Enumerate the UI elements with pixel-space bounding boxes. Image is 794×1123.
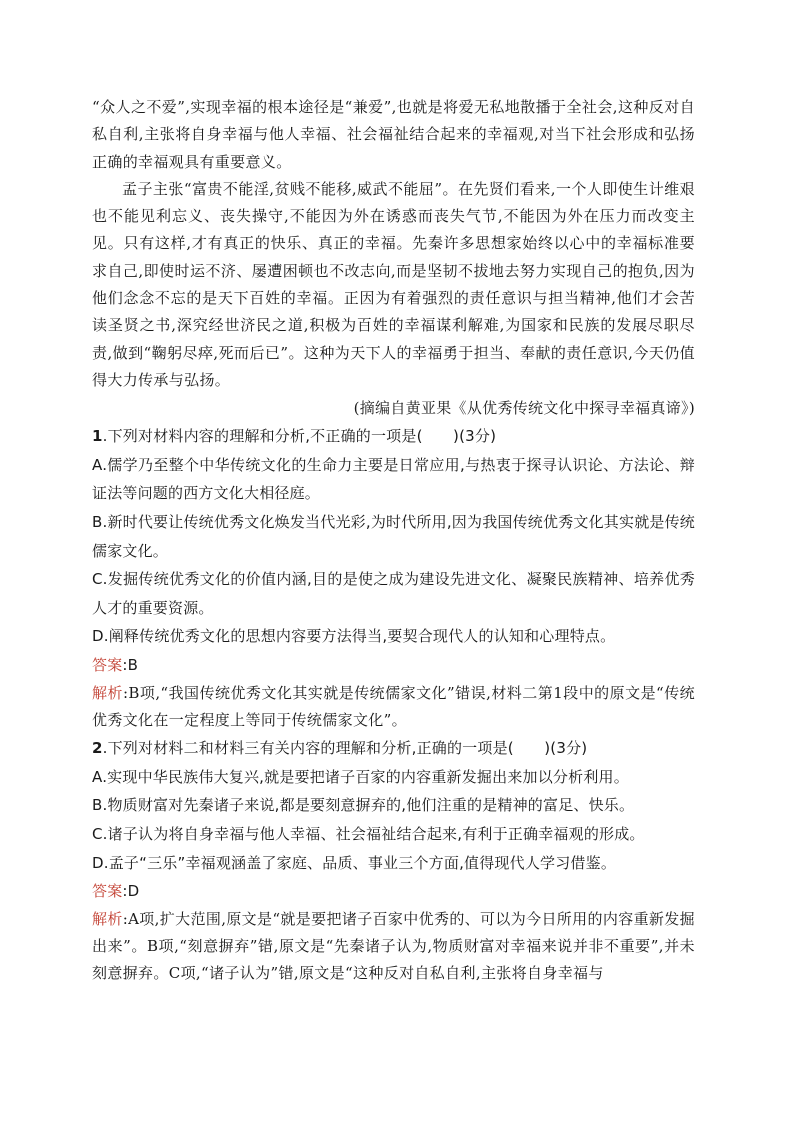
- question-1-explanation: [92, 680, 695, 735]
- question-1-option-d: D.阐释传统优秀文化的思想内容要方法得当,要契合现代人的认知和心理特点。: [92, 627, 616, 646]
- question-2-stem: [92, 734, 695, 763]
- explanation-text: :A项,扩大范围,原文是“就是要把诸子百家中优秀的、可以为今日所用的内容重新发掘出来”。B项,“刻意摒弃”错,原文是“先秦诸子认为,物质财富对幸福来说并非不重要”,并未刻意摒弃。C项,“诸子认为”错,原文是“这种反对自私自利,主张将自身幸福与: [92, 909, 695, 983]
- question-2-option-b: B.物质财富对先秦诸子来说,都是要刻意摒弃的,他们注重的是精神的富足、快乐。: [92, 796, 635, 815]
- question-2-option-c: C.诸子认为将自身幸福与他人幸福、社会福祉结合起来,有利于正确幸福观的形成。: [92, 824, 645, 843]
- passage-paragraph-2: 孟子主张“富贵不能淫,贫贱不能移,威武不能屈”。在先贤们看来,一个人即使生计维艰也不能见利忘义、丧失操守,不能因为外在诱惑而丧失气节,不能因为外在压力而改变主见。只有这样,才有真正的快乐、真正的幸福。先秦许多思想家始终以心中的幸福标准要求自己,即使时运不济、屡遭困顿也不改志向,而是坚韧不拔地去努力实现自己的抱负,因为他们念念不忘的是天下百姓的幸福。正因为有着强烈的责任意识与担当精神,他们才会苦读圣贤之书,深究经世济民之道,积极为百姓的幸福谋利解难,为国家和民族的发展尽职尽责,做到“鞠躬尽瘁,死而后已”。这种为天下人的幸福勇于担当、奉献的责任意识,今天仍值得大力传承与弘扬。: [92, 179, 695, 389]
- question-2: [92, 734, 695, 906]
- question-1-option-b: B.新时代要让传统优秀文化焕发当代光彩,为时代所用,因为我国传统优秀文化其实就是传统儒家文化。: [92, 513, 695, 560]
- answer-value: :D: [122, 882, 140, 901]
- passage-source: (摘编自黄亚果《从优秀传统文化中探寻幸福真谛》): [353, 399, 695, 418]
- answer-label: 答案: [92, 656, 123, 675]
- question-1-answer: [92, 651, 695, 680]
- question-2-text: .下列对材料二和材料三有关内容的理解和分析,正确的一项是( )(3分): [102, 739, 588, 758]
- explanation-label: 解析: [92, 909, 123, 928]
- explanation-label: 解析: [92, 683, 123, 702]
- question-1-text: .下列对材料内容的理解和分析,不正确的一项是( )(3分): [102, 427, 497, 446]
- question-1: [92, 422, 695, 679]
- question-1-option-c: C.发掘传统优秀文化的价值内涵,目的是使之成为建设先进文化、凝聚民族精神、培养优秀人才的重要资源。: [92, 570, 695, 617]
- question-1-number: 1: [92, 427, 103, 446]
- question-2-answer: [92, 877, 695, 906]
- reading-passage: [92, 94, 695, 394]
- passage-paragraph-1: “众人之不爱”,实现幸福的根本途径是“兼爱”,也就是将爱无私地散播于全社会,这种反对自私自利,主张将自身幸福与他人幸福、社会福祉结合起来的幸福观,对当下社会形成和弘扬正确的幸福观具有重要意义。: [92, 98, 695, 171]
- answer-value: :B: [122, 656, 139, 675]
- document-page: [92, 94, 695, 988]
- answer-label: 答案: [92, 882, 123, 901]
- question-1-stem: [92, 422, 695, 451]
- question-2-number: 2: [92, 739, 103, 758]
- explanation-text: :B项,“我国传统优秀文化其实就是传统儒家文化”错误,材料二第1段中的原文是“传统优秀文化在一定程度上等同于传统儒家文化”。: [92, 683, 696, 729]
- question-2-explanation: [92, 906, 695, 988]
- question-2-option-a: A.实现中华民族伟大复兴,就是要把诸子百家的内容重新发掘出来加以分析利用。: [92, 767, 629, 786]
- question-2-option-d: D.孟子“三乐”幸福观涵盖了家庭、品质、事业三个方面,值得现代人学习借鉴。: [92, 853, 617, 872]
- question-1-option-a: A.儒学乃至整个中华传统文化的生命力主要是日常应用,与热衷于探寻认识论、方法论、辩证法等问题的西方文化大相径庭。: [92, 455, 695, 503]
